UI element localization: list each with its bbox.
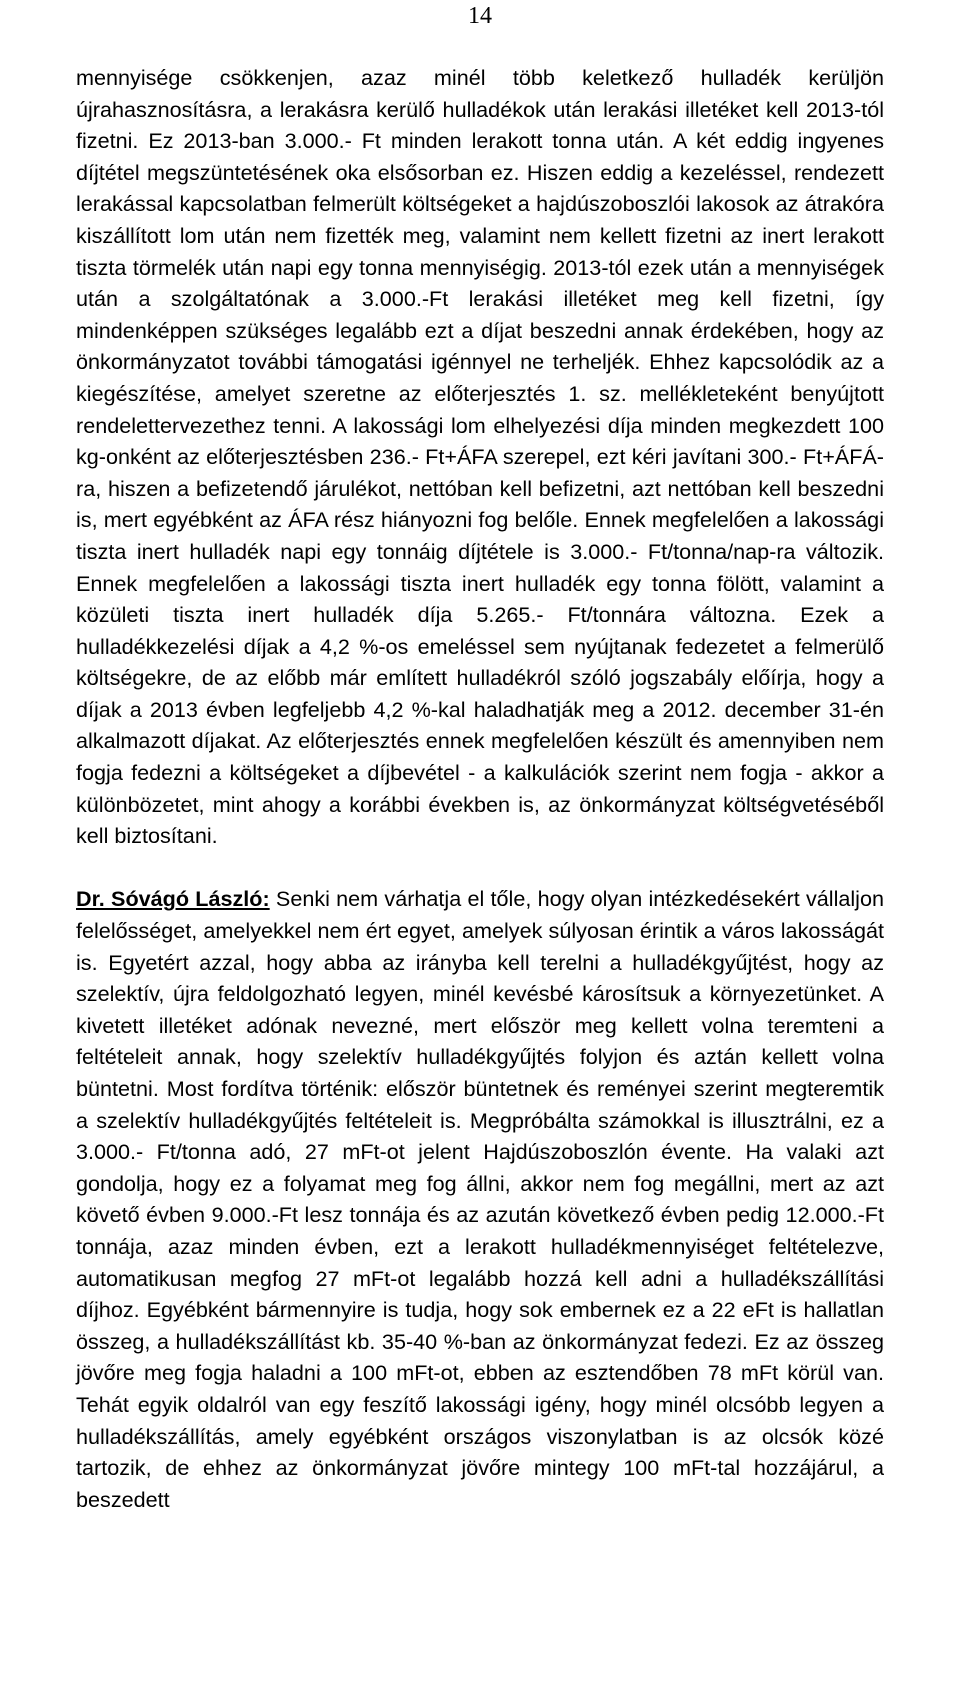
- page-number: 14: [468, 3, 492, 29]
- paragraph-speaker-statement: [76, 883, 884, 1515]
- document-body: [76, 62, 884, 1515]
- paragraph-fee-explanation: mennyisége csökkenjen, azaz minél több keletkező hulladék kerüljön újrahasznosításra, a lerakásra kerülő hulladékok után lerakási illetéket kell 2013-tól fizetni. Ez 2013-ban 3.000.- Ft minden lerakott tonna után. A két eddig ingyenes díjtétel megszüntetésének oka elsősorban ez. Hiszen eddig a kezeléssel, rendezett lerakással kapcsolatban felmerült költségeket a hajdúszoboszlói lakosok az átrakóra kiszállított lom után nem fizették meg, valamint nem kellett fizetni az inert lerakott tiszta törmelék után napi egy tonna mennyiségig. 2013-tól ezek után a mennyiségek után a szolgáltatónak a 3.000.-Ft lerakási illetéket meg kell fizetni, így mindenképpen szükséges legalább ezt a díjat beszedni annak érdekében, hogy az önkormányzatot további támogatási igénnyel ne terheljék. Ehhez kapcsolódik az a kiegészítése, amelyet szeretne az előterjesztés 1. sz. mellékleteként benyújtott rendelettervezethez tenni. A lakossági lom elhelyezési díja minden megkezdett 100 kg-onként az előterjesztésben 236.- Ft+ÁFA szerepel, ezt kéri javítani 300.- Ft+ÁFÁ-ra, hiszen a befizetendő járulékot, nettóban kell befizetni, azt nettóban kell beszedni is, mert egyébként az ÁFA rész hiányozni fog belőle. Ennek megfelelően a lakossági tiszta inert hulladék napi egy tonnáig díjtétele is 3.000.- Ft/tonna/nap-ra változik. Ennek megfelelően a lakossági tiszta inert hulladék egy tonna fölött, valamint a közületi tiszta inert hulladék díja 5.265.- Ft/tonnára változna. Ezek a hulladékkezelési díjak a 4,2 %-os emeléssel sem nyújtanak fedezetet a felmerülő költségekre, de az előbb már említett hulladékról szóló jogszabály előírja, hogy a díjak a 2013 évben legfeljebb 4,2 %-kal haladhatják meg a 2012. december 31-én alkalmazott díjakat. Az előterjesztés ennek megfelelően készült és amennyiben nem fogja fedezni a költségeket a díjbevétel - a kalkulációk szerint nem fogja - akkor a különbözetet, mint ahogy a korábbi években is, az önkormányzat költségvetéséből kell biztosítani.: [76, 65, 884, 849]
- speaker-text: Senki nem várhatja el tőle, hogy olyan intézkedésekért vállaljon felelősséget, amelyekkel nem ért egyet, amelyek súlyosan érintik a város lakosságát is. Egyetért azzal, hogy abba az irányba kell terelni a hulladékgyűjtést, hogy az szelektív, újra feldolgozható legyen, minél kevésbé károsítsuk a környezetünket. A kivetett illetéket adónak nevezné, mert először meg kellett volna teremteni a feltételeit annak, hogy szelektív hulladékgyűjtés folyjon és aztán kellett volna büntetni. Most fordítva történik: először büntetnek és reményei szerint megteremtik a szelektív hulladékgyűjtés feltételeit is. Megpróbálta számokkal is illusztrálni, ez a 3.000.- Ft/tonna adó, 27 mFt-ot jelent Hajdúszoboszlón évente. Ha valaki azt gondolja, hogy ez a folyamat meg fog állni, akkor nem fog megállni, mert az azt követő évben 9.000.-Ft lesz tonnája és az azután következő évben pedig 12.000.-Ft tonnája, azaz minden évben, ezt a lerakott hulladékmennyiséget feltételezve, automatikusan megfog 27 mFt-ot legalább hozzá kell adni a hulladékszállítási díjhoz. Egyébként bármennyire is tudja, hogy sok embernek ez a 22 eFt is hallatlan összeg, a hulladékszállítást kb. 35-40 %-ban az önkormányzat fedezi. Ez az összeg jövőre meg fogja haladni a 100 mFt-ot, ebben az esztendőben 78 mFt körül van. Tehát egyik oldalról van egy feszítő lakossági igény, hogy minél olcsóbb legyen a hulladékszállítás, amely egyébként országos viszonylatban is az olcsók közé tartozik, de ehhez az önkormányzat jövőre mintegy 100 mFt-tal hozzájárul, a beszedett: [76, 886, 884, 1512]
- speaker-name: Dr. Sóvágó László:: [76, 886, 270, 912]
